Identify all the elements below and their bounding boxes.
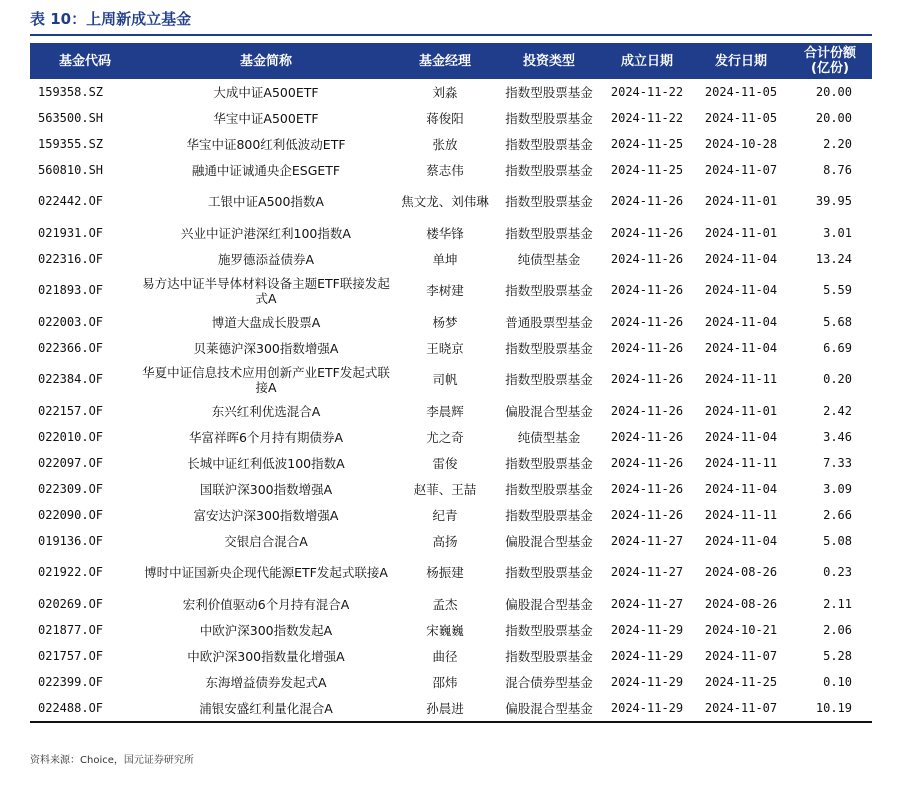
col-header-est-date: 成立日期 <box>600 43 694 79</box>
fund-manager-cell: 高扬 <box>432 533 458 549</box>
table-row <box>30 131 872 157</box>
issue-date-cell: 2024-11-05 <box>704 84 778 99</box>
issue-date-cell: 2024-11-04 <box>704 533 778 548</box>
fund-manager-cell: 李晨辉 <box>426 403 464 419</box>
fund-code-cell: 022399.OF <box>38 674 104 689</box>
fund-name-cell: 浦银安盛红利量化混合A <box>140 695 392 722</box>
fund-manager-cell: 杨振建 <box>426 565 464 580</box>
fund-code-cell: 021931.OF <box>38 225 104 240</box>
col-header-manager: 基金经理 <box>392 43 498 79</box>
fund-manager-cell: 张放 <box>432 136 458 152</box>
fund-manager-cell: 宋巍巍 <box>426 622 464 638</box>
investment-type-cell: 偏股混合型基金 <box>498 695 600 722</box>
establish-date-cell: 2024-11-26 <box>610 225 684 240</box>
fund-code-cell: 021877.OF <box>38 622 104 637</box>
investment-type-cell: 纯债型基金 <box>517 429 581 445</box>
establish-date-cell: 2024-11-26 <box>610 251 684 266</box>
fund-code-cell: 022157.OF <box>38 403 104 418</box>
total-shares-cell: 2.06 <box>823 622 852 637</box>
issue-date-cell: 2024-11-01 <box>704 225 778 240</box>
fund-code-cell: 022316.OF <box>38 251 104 266</box>
table-row <box>30 105 872 131</box>
fund-name-cell: 国联沪深300指数增强A <box>199 481 333 497</box>
fund-code-cell: 022090.OF <box>38 507 104 522</box>
fund-code-cell: 022488.OF <box>30 695 140 722</box>
table-row <box>30 246 872 272</box>
fund-manager-cell: 尤之奇 <box>426 429 464 445</box>
fund-code-cell: 159355.SZ <box>38 136 104 151</box>
investment-type-cell: 偏股混合型基金 <box>505 533 593 549</box>
fund-code-cell: 019136.OF <box>38 533 104 548</box>
total-shares-cell: 0.23 <box>823 565 852 579</box>
fund-code-cell: 022003.OF <box>38 314 104 329</box>
issue-date-cell: 2024-08-26 <box>704 596 778 611</box>
fund-code-cell: 022366.OF <box>38 340 104 355</box>
establish-date-cell: 2024-11-27 <box>610 533 684 548</box>
investment-type-cell: 指数型股票基金 <box>505 110 593 126</box>
establish-date-cell: 2024-11-26 <box>610 314 684 329</box>
total-shares-cell: 6.69 <box>823 340 852 355</box>
table-row <box>30 183 872 220</box>
investment-type-cell: 普通股票型基金 <box>505 314 593 330</box>
investment-type-cell: 指数型股票基金 <box>505 455 593 471</box>
investment-type-cell: 混合债券型基金 <box>505 674 593 690</box>
investment-type-cell: 纯债型基金 <box>517 251 581 267</box>
fund-name-cell: 博时中证国新央企现代能源ETF发起式联接A <box>144 565 388 580</box>
total-shares-cell: 2.11 <box>823 596 852 611</box>
fund-name-cell: 兴业中证沪港深红利100指数A <box>181 225 351 241</box>
table-row <box>30 502 872 528</box>
issue-date-cell: 2024-10-21 <box>704 622 778 637</box>
total-shares-cell: 5.68 <box>823 314 852 329</box>
total-shares-cell: 2.42 <box>823 403 852 418</box>
investment-type-cell: 指数型股票基金 <box>505 507 593 523</box>
fund-code-cell: 022309.OF <box>38 481 104 496</box>
fund-manager-cell: 赵菲、王喆 <box>413 481 477 497</box>
issue-date-cell: 2024-11-04 <box>704 314 778 329</box>
issue-date-cell: 2024-11-25 <box>704 674 778 689</box>
issue-date-cell: 2024-11-07 <box>704 648 778 663</box>
issue-date-cell: 2024-11-01 <box>704 194 778 208</box>
investment-type-cell: 指数型股票基金 <box>505 648 593 664</box>
total-shares-cell: 2.20 <box>823 136 852 151</box>
issue-date-cell: 2024-11-04 <box>704 251 778 266</box>
fund-name-cell: 东海增益债券发起式A <box>205 674 327 690</box>
investment-type-cell: 指数型股票基金 <box>505 340 593 356</box>
table-row <box>30 617 872 643</box>
total-shares-cell: 8.76 <box>823 162 852 177</box>
issue-date-cell: 2024-11-05 <box>704 110 778 125</box>
investment-type-cell: 指数型股票基金 <box>505 372 593 387</box>
new-funds-table <box>30 43 872 723</box>
investment-type-cell: 偏股混合型基金 <box>505 403 593 419</box>
fund-manager-cell: 焦文龙、刘伟琳 <box>401 194 489 209</box>
fund-manager-cell: 邵炜 <box>432 674 458 690</box>
total-shares-cell: 20.00 <box>815 110 852 125</box>
fund-code-cell: 021922.OF <box>38 565 104 579</box>
title-divider <box>30 34 872 36</box>
fund-code-cell: 022442.OF <box>38 194 104 208</box>
total-shares-cell: 5.08 <box>823 533 852 548</box>
fund-name-cell: 宏利价值驱动6个月持有混合A <box>182 596 350 612</box>
fund-name-cell: 贝莱德沪深300指数增强A <box>193 340 339 356</box>
investment-type-cell: 指数型股票基金 <box>505 481 593 497</box>
table-row <box>30 450 872 476</box>
table-row <box>30 361 872 398</box>
establish-date-cell: 2024-11-26 <box>610 429 684 444</box>
table-row <box>30 220 872 246</box>
fund-manager-cell: 司帆 <box>432 372 458 387</box>
investment-type-cell: 指数型股票基金 <box>505 622 593 638</box>
issue-date-cell: 2024-11-04 <box>704 340 778 355</box>
investment-type-cell: 指数型股票基金 <box>505 565 593 580</box>
fund-code-cell: 021757.OF <box>38 648 104 663</box>
total-shares-cell: 10.19 <box>788 695 872 722</box>
table-row <box>30 157 872 183</box>
fund-code-cell: 022010.OF <box>38 429 104 444</box>
col-header-type: 投资类型 <box>498 43 600 79</box>
issue-date-cell: 2024-11-04 <box>704 283 778 297</box>
fund-manager-cell: 孙晨进 <box>392 695 498 722</box>
establish-date-cell: 2024-11-26 <box>610 481 684 496</box>
establish-date-cell: 2024-11-26 <box>610 455 684 470</box>
table-row <box>30 591 872 617</box>
fund-manager-cell: 单坤 <box>432 251 458 267</box>
fund-code-cell: 022384.OF <box>38 372 104 386</box>
issue-date-cell: 2024-11-07 <box>704 162 778 177</box>
fund-code-cell: 020269.OF <box>38 596 104 611</box>
establish-date-cell: 2024-11-22 <box>610 84 684 99</box>
investment-type-cell: 指数型股票基金 <box>505 225 593 241</box>
total-shares-cell: 0.20 <box>823 372 852 386</box>
fund-name-cell: 中欧沪深300指数量化增强A <box>187 648 345 664</box>
col-header-shares: 合计份额 (亿份) <box>788 43 872 79</box>
establish-date-cell: 2024-11-26 <box>610 194 684 208</box>
fund-manager-cell: 蒋俊阳 <box>426 110 464 126</box>
source-note: 资料来源：Choice，国元证券研究所 <box>30 755 194 766</box>
establish-date-cell: 2024-11-26 <box>610 372 684 386</box>
fund-code-cell: 563500.SH <box>38 110 104 125</box>
total-shares-cell: 3.01 <box>823 225 852 240</box>
establish-date-cell: 2024-11-29 <box>610 622 684 637</box>
investment-type-cell: 指数型股票基金 <box>505 194 593 209</box>
issue-date-cell: 2024-10-28 <box>704 136 778 151</box>
fund-name-cell: 交银启合混合A <box>224 533 308 549</box>
issue-date-cell: 2024-11-04 <box>704 481 778 496</box>
table-row <box>30 554 872 591</box>
col-header-issue-date: 发行日期 <box>694 43 788 79</box>
fund-name-cell: 华宝中证A500ETF <box>213 110 319 126</box>
establish-date-cell: 2024-11-26 <box>610 403 684 418</box>
table-row <box>30 398 872 424</box>
establish-date-cell: 2024-11-29 <box>610 648 684 663</box>
table-row <box>30 309 872 335</box>
fund-name-cell: 融通中证诚通央企ESGETF <box>191 162 341 178</box>
establish-date-cell: 2024-11-26 <box>610 283 684 297</box>
table-row <box>30 476 872 502</box>
establish-date-cell: 2024-11-27 <box>610 565 684 579</box>
fund-manager-cell: 纪青 <box>432 507 458 523</box>
establish-date-cell: 2024-11-25 <box>610 162 684 177</box>
total-shares-cell: 0.10 <box>823 674 852 689</box>
fund-code-cell: 560810.SH <box>38 162 104 177</box>
table-row <box>30 79 872 105</box>
fund-code-cell: 159358.SZ <box>38 84 104 99</box>
investment-type-cell: 指数型股票基金 <box>505 84 593 100</box>
fund-name-cell: 华宝中证800红利低波动ETF <box>186 136 346 152</box>
fund-name-cell: 工银中证A500指数A <box>208 194 324 209</box>
total-shares-cell: 7.33 <box>823 455 852 470</box>
fund-manager-cell: 杨梦 <box>432 314 458 330</box>
total-shares-cell: 3.46 <box>823 429 852 444</box>
investment-type-cell: 指数型股票基金 <box>505 283 593 298</box>
total-shares-cell: 5.59 <box>823 283 852 297</box>
investment-type-cell: 偏股混合型基金 <box>505 596 593 612</box>
table-row <box>30 272 872 309</box>
fund-name-cell: 施罗德添益债券A <box>217 251 315 267</box>
issue-date-cell: 2024-11-07 <box>694 695 788 722</box>
establish-date-cell: 2024-11-22 <box>610 110 684 125</box>
issue-date-cell: 2024-11-11 <box>704 372 778 386</box>
issue-date-cell: 2024-11-01 <box>704 403 778 418</box>
total-shares-cell: 13.24 <box>815 251 852 266</box>
col-header-code: 基金代码 <box>30 43 140 79</box>
table-row <box>30 643 872 669</box>
col-header-name: 基金简称 <box>140 43 392 79</box>
fund-code-cell: 022097.OF <box>38 455 104 470</box>
fund-name-cell: 富安达沪深300指数增强A <box>193 507 339 523</box>
fund-name-cell: 中欧沪深300指数发起A <box>199 622 333 638</box>
fund-name-cell: 长城中证红利低波100指数A <box>187 455 345 471</box>
fund-manager-cell: 王晓京 <box>426 340 464 356</box>
issue-date-cell: 2024-11-11 <box>704 455 778 470</box>
fund-name-cell: 易方达中证半导体材料设备主题ETF联接发起式A <box>142 275 390 306</box>
fund-name-cell: 大成中证A500ETF <box>213 84 319 100</box>
fund-manager-cell: 刘淼 <box>432 84 458 100</box>
table-row <box>30 424 872 450</box>
fund-manager-cell: 蔡志伟 <box>426 162 464 178</box>
establish-date-cell: 2024-11-29 <box>610 674 684 689</box>
establish-date-cell: 2024-11-29 <box>600 695 694 722</box>
table-header-row <box>30 43 872 79</box>
establish-date-cell: 2024-11-26 <box>610 340 684 355</box>
fund-manager-cell: 孟杰 <box>432 596 458 612</box>
total-shares-cell: 3.09 <box>823 481 852 496</box>
issue-date-cell: 2024-11-04 <box>704 429 778 444</box>
issue-date-cell: 2024-11-11 <box>704 507 778 522</box>
fund-name-cell: 东兴红利优选混合A <box>211 403 321 419</box>
table-row <box>30 528 872 554</box>
total-shares-cell: 5.28 <box>823 648 852 663</box>
fund-name-cell: 博道大盘成长股票A <box>211 314 321 330</box>
establish-date-cell: 2024-11-27 <box>610 596 684 611</box>
table-title: 表 10：上周新成立基金 <box>30 10 192 28</box>
total-shares-cell: 39.95 <box>815 194 852 208</box>
fund-manager-cell: 雷俊 <box>432 455 458 471</box>
table-row <box>30 669 872 695</box>
table-row <box>30 695 872 722</box>
fund-code-cell: 021893.OF <box>38 283 104 297</box>
establish-date-cell: 2024-11-25 <box>610 136 684 151</box>
total-shares-cell: 2.66 <box>823 507 852 522</box>
fund-manager-cell: 楼华锋 <box>426 225 464 241</box>
fund-name-cell: 华富祥晖6个月持有期债券A <box>188 429 343 445</box>
total-shares-cell: 20.00 <box>815 84 852 99</box>
investment-type-cell: 指数型股票基金 <box>505 136 593 152</box>
investment-type-cell: 指数型股票基金 <box>505 162 593 178</box>
table-row <box>30 335 872 361</box>
establish-date-cell: 2024-11-26 <box>610 507 684 522</box>
fund-manager-cell: 曲径 <box>432 648 458 664</box>
fund-manager-cell: 李树建 <box>426 283 464 298</box>
issue-date-cell: 2024-08-26 <box>704 565 778 579</box>
fund-name-cell: 华夏中证信息技术应用创新产业ETF发起式联接A <box>142 364 390 395</box>
